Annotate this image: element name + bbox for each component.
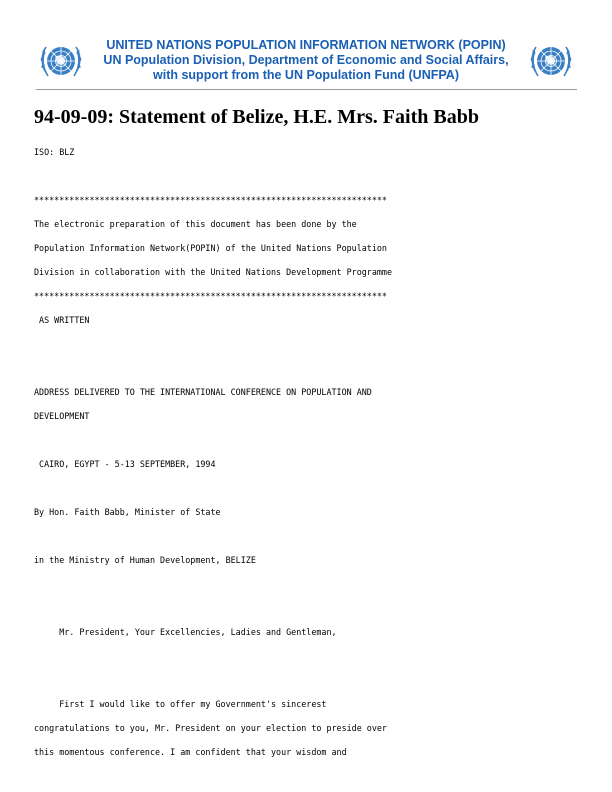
body-line xyxy=(34,668,594,692)
body-line: By Hon. Faith Babb, Minister of State xyxy=(34,507,221,517)
body-line xyxy=(34,332,594,356)
body-line: ISO: BLZ xyxy=(34,147,75,157)
body-line: DEVELOPMENT xyxy=(34,411,90,421)
body-line: in the Ministry of Human Development, BELIZE xyxy=(34,555,256,565)
body-line xyxy=(34,356,594,380)
body-line xyxy=(34,476,594,500)
body-line: this momentous conference. I am confident that your wisdom and xyxy=(34,747,347,757)
body-line xyxy=(34,572,594,596)
header-line-1: UNITED NATIONS POPULATION INFORMATION NETWORK (POPIN) xyxy=(106,38,506,52)
body-line: congratulations to you, Mr. President on your election to preside over xyxy=(34,723,387,733)
body-line: First I would like to offer my Government's sincerest xyxy=(34,699,327,709)
document-body xyxy=(34,140,594,764)
body-line: CAIRO, EGYPT - 5-13 SEPTEMBER, 1994 xyxy=(34,459,216,469)
header-divider xyxy=(36,89,577,90)
body-line: AS WRITTEN xyxy=(34,315,90,325)
body-line xyxy=(34,644,594,668)
un-emblem-icon xyxy=(36,38,86,88)
body-line: Population Information Network(POPIN) of the United Nations Population xyxy=(34,243,387,253)
body-line xyxy=(34,596,594,620)
body-line xyxy=(34,164,594,188)
page-title: 94-09-09: Statement of Belize, H.E. Mrs. Faith Babb xyxy=(34,106,479,128)
header-line-2: UN Population Division, Department of Economic and Social Affairs, xyxy=(103,53,509,67)
body-line: The electronic preparation of this document has been done by the xyxy=(34,219,357,229)
body-line: Mr. President, Your Excellencies, Ladies and Gentleman, xyxy=(34,627,337,637)
un-emblem-icon xyxy=(526,38,576,88)
body-line xyxy=(34,428,594,452)
popin-header xyxy=(90,38,522,83)
header-line-3: with support from the UN Population Fund (UNFPA) xyxy=(153,68,459,82)
body-line: ADDRESS DELIVERED TO THE INTERNATIONAL CONFERENCE ON POPULATION AND xyxy=(34,387,372,397)
body-line: Division in collaboration with the United Nations Development Programme xyxy=(34,267,392,277)
body-line xyxy=(34,524,594,548)
body-line: ********************************************************************** xyxy=(34,291,387,301)
body-line: ********************************************************************** xyxy=(34,195,387,205)
